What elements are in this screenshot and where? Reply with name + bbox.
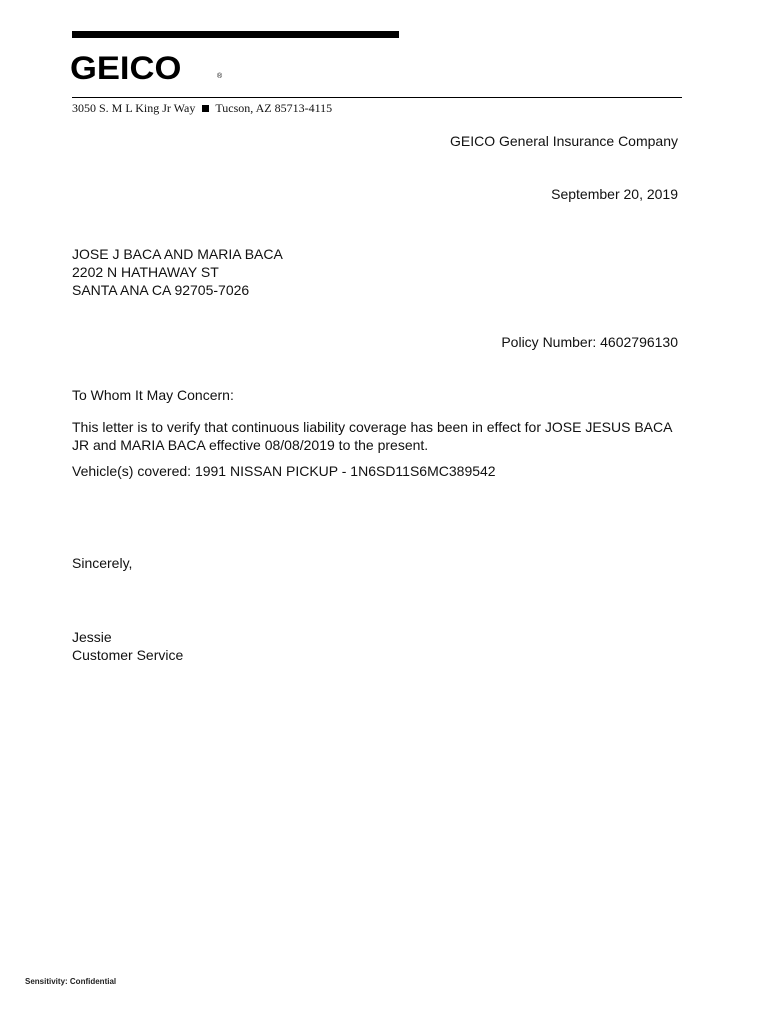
company-name: GEICO General Insurance Company bbox=[450, 133, 678, 149]
closing: Sincerely, bbox=[72, 555, 133, 571]
recipient-street: 2202 N HATHAWAY ST bbox=[72, 264, 219, 280]
sensitivity-label: Sensitivity: Confidential bbox=[25, 977, 117, 986]
letterhead-city: Tucson, AZ 85713-4115 bbox=[215, 101, 333, 115]
signature-block bbox=[72, 628, 183, 664]
recipient-block bbox=[72, 245, 283, 299]
policy-number: Policy Number: 4602796130 bbox=[501, 334, 678, 350]
recipient-city: SANTA ANA CA 92705-7026 bbox=[72, 282, 250, 298]
vehicles-covered: Vehicle(s) covered: 1991 NISSAN PICKUP - 1N6SD11S6MC389542 bbox=[72, 463, 496, 479]
letterhead-address bbox=[72, 101, 332, 115]
signer-name: Jessie bbox=[72, 629, 112, 645]
geico-logo: GEICO bbox=[70, 50, 182, 86]
signer-title: Customer Service bbox=[72, 647, 184, 663]
registered-mark: ® bbox=[217, 73, 223, 80]
letterhead-street: 3050 S. M L King Jr Way bbox=[72, 101, 196, 115]
letter-date: September 20, 2019 bbox=[551, 186, 678, 202]
letterhead-rule bbox=[72, 97, 682, 98]
recipient-name: JOSE J BACA AND MARIA BACA bbox=[72, 246, 283, 262]
square-bullet-icon bbox=[202, 105, 209, 112]
verification-paragraph: This letter is to verify that continuous liability coverage has been in effect for JOSE JESUS BACA JR and MARIA BACA effective 08/08/2019 to the present. bbox=[72, 419, 672, 453]
salutation: To Whom It May Concern: bbox=[72, 387, 234, 403]
letterhead-top-bar bbox=[72, 31, 399, 38]
